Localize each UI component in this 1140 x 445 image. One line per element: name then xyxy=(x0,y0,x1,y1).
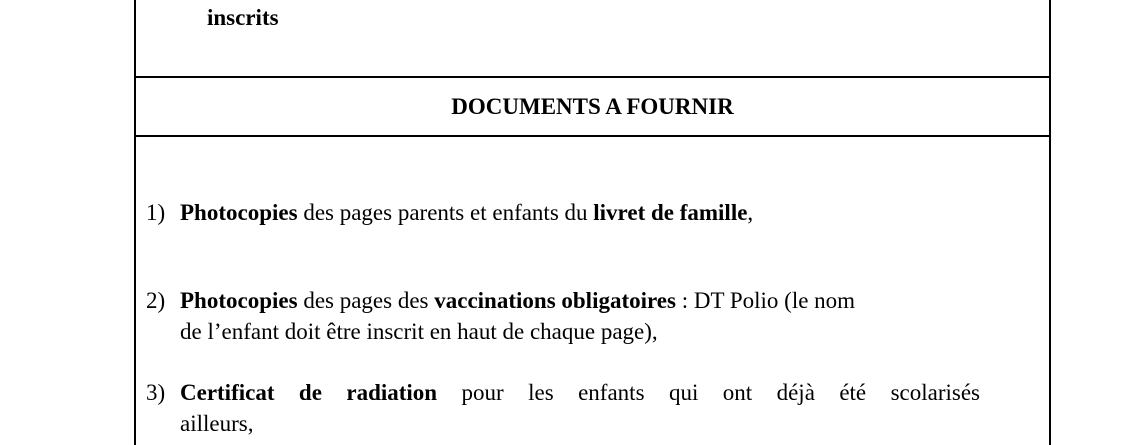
item-bold-text: Photocopies xyxy=(180,288,298,313)
list-item-line xyxy=(180,197,980,228)
item-bold-text: livret de famille xyxy=(593,200,748,225)
item-bold-text: Certificat de radiation xyxy=(180,380,438,405)
list-item-line xyxy=(180,377,980,408)
table-right-border xyxy=(1049,0,1051,445)
table-left-border xyxy=(134,0,136,445)
list-item-line: de l’enfant doit être inscrit en haut de chaque page), xyxy=(180,319,658,344)
list-item xyxy=(180,197,980,228)
previous-cell-continuation: inscrits xyxy=(207,5,279,30)
item-number: 1) xyxy=(146,200,166,225)
list-item-line: ailleurs, xyxy=(180,411,254,436)
item-number: 3) xyxy=(146,380,166,405)
table-row-divider-bottom xyxy=(134,135,1051,137)
list-item xyxy=(180,285,980,347)
table-row-divider-top xyxy=(134,76,1051,78)
list-item-line xyxy=(180,285,980,316)
item-text: : DT Polio (le nom xyxy=(675,288,856,313)
item-bold-text: Photocopies xyxy=(180,200,298,225)
item-text: pour les enfants qui ont déjà été scolarisés xyxy=(437,380,980,405)
item-text: des pages des xyxy=(297,288,435,313)
item-text: des pages parents et enfants du xyxy=(297,200,594,225)
item-text: , xyxy=(747,200,754,225)
item-number: 2) xyxy=(146,288,166,313)
list-item xyxy=(180,377,980,439)
section-title: DOCUMENTS A FOURNIR xyxy=(451,94,734,119)
item-bold-text: vaccinations obligatoires xyxy=(434,288,676,313)
